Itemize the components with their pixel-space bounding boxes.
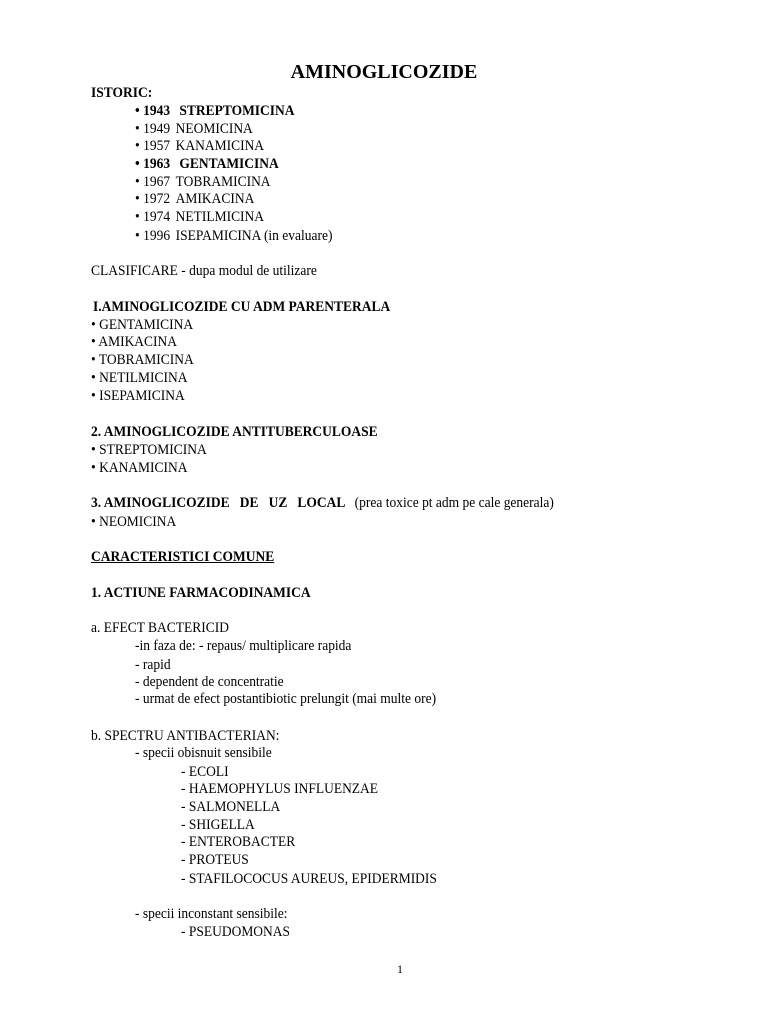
istoric-year: 1996 — [143, 228, 171, 244]
group3-heading: 3. AMINOGLICOZIDE DE UZ LOCAL — [91, 495, 346, 511]
page-number: 1 — [397, 962, 403, 976]
istoric-year: 1974 — [143, 209, 171, 225]
document-title: AMINOGLICOZIDE — [290, 61, 478, 83]
istoric-name: STREPTOMICINA — [179, 103, 295, 119]
caracteristici-heading: CARACTERISTICI COMUNE — [91, 549, 275, 565]
group2-heading: 2. AMINOGLICOZIDE ANTITUBERCULOASE — [91, 424, 378, 440]
sensibile-item: - ECOLI — [181, 764, 229, 780]
istoric-year: 1972 — [143, 191, 171, 207]
clasificare-line: CLASIFICARE - dupa modul de utilizare — [91, 263, 317, 279]
group2-item: • STREPTOMICINA — [91, 442, 207, 458]
istoric-item: • 1972 AMIKACINA — [135, 191, 255, 207]
istoric-name: NEOMICINA — [175, 121, 253, 137]
group3-note: (prea toxice pt adm pe cale generala) — [354, 495, 554, 511]
istoric-name: KANAMICINA — [175, 138, 265, 154]
efect-heading: a. EFECT BACTERICID — [91, 620, 229, 636]
istoric-year: 1957 — [143, 138, 171, 154]
inconstant-item: - PSEUDOMONAS — [181, 924, 291, 940]
sensibile-item: - SALMONELLA — [181, 799, 281, 815]
group1-item: • ISEPAMICINA — [91, 388, 185, 404]
sensibile-item: - SHIGELLA — [181, 817, 255, 833]
istoric-item: • 1957 KANAMICINA — [135, 138, 265, 154]
group3-line — [91, 495, 554, 512]
efect-item: -in faza de: - repaus/ multiplicare rapida — [135, 638, 352, 654]
istoric-name: AMIKACINA — [175, 191, 255, 207]
inconstant-heading: - specii inconstant sensibile: — [135, 906, 288, 922]
group1-heading: I.AMINOGLICOZIDE CU ADM PARENTERALA — [93, 299, 391, 315]
istoric-heading: ISTORIC: — [91, 85, 153, 101]
istoric-name: GENTAMICINA — [179, 156, 279, 172]
efect-item: - urmat de efect postantibiotic prelungit (mai multe ore) — [135, 691, 437, 707]
efect-item: - rapid — [135, 657, 171, 673]
sensibile-item: - ENTEROBACTER — [181, 834, 296, 850]
istoric-item: • 1943 STREPTOMICINA — [135, 103, 295, 119]
istoric-item: • 1996 ISEPAMICINA (in evaluare) — [135, 228, 333, 244]
istoric-name: TOBRAMICINA — [175, 174, 271, 190]
group1-item: • AMIKACINA — [91, 334, 178, 350]
sensibile-heading: - specii obisnuit sensibile — [135, 745, 272, 761]
istoric-year: 1949 — [143, 121, 171, 137]
istoric-item: • 1963 GENTAMICINA — [135, 156, 279, 172]
istoric-year: 1943 — [143, 103, 171, 119]
istoric-year: 1963 — [143, 156, 171, 172]
efect-item: - dependent de concentratie — [135, 674, 284, 690]
sensibile-item: - STAFILOCOCUS AUREUS, EPIDERMIDIS — [181, 871, 437, 887]
group1-item: • NETILMICINA — [91, 370, 188, 386]
actiune-heading: 1. ACTIUNE FARMACODINAMICA — [91, 585, 311, 601]
group3-item: • NEOMICINA — [91, 514, 177, 530]
group1-item: • GENTAMICINA — [91, 317, 194, 333]
group2-item: • KANAMICINA — [91, 460, 188, 476]
sensibile-item: - HAEMOPHYLUS INFLUENZAE — [181, 781, 379, 797]
group1-item: • TOBRAMICINA — [91, 352, 194, 368]
sensibile-item: - PROTEUS — [181, 852, 249, 868]
istoric-item: • 1949 NEOMICINA — [135, 121, 253, 137]
istoric-year: 1967 — [143, 174, 171, 190]
istoric-name: NETILMICINA — [175, 209, 265, 225]
istoric-name: ISEPAMICINA (in evaluare) — [175, 228, 333, 244]
istoric-item: • 1967 TOBRAMICINA — [135, 174, 271, 190]
istoric-item: • 1974 NETILMICINA — [135, 209, 265, 225]
spectru-heading: b. SPECTRU ANTIBACTERIAN: — [91, 728, 280, 744]
